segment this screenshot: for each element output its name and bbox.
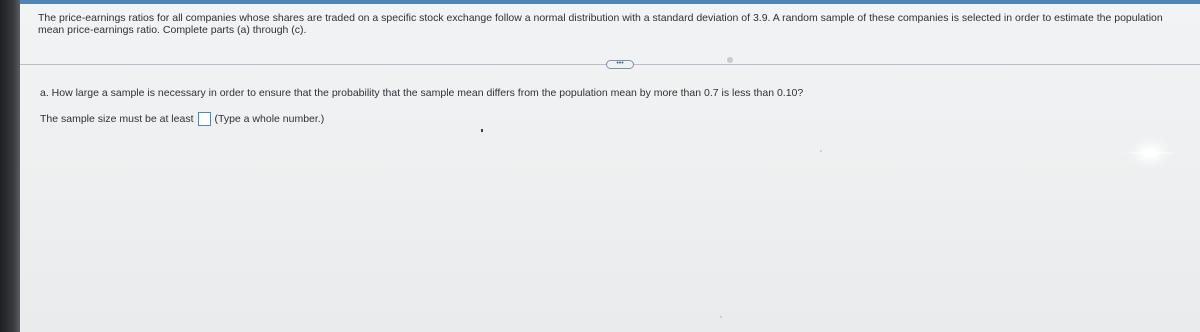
answer-row (40, 112, 324, 126)
screen-bezel (0, 0, 20, 332)
expand-more-button[interactable]: ••• (606, 60, 634, 69)
screen-glare (1120, 136, 1180, 170)
sample-size-input[interactable] (198, 112, 211, 126)
dust-speck (348, 90, 350, 92)
mouse-cursor-mark (481, 129, 483, 132)
answer-hint-label: (Type a whole number.) (214, 113, 325, 125)
answer-prefix-label: The sample size must be at least (40, 113, 194, 125)
dust-speck (820, 150, 822, 152)
part-a-prompt: a. How large a sample is necessary in order to ensure that the probability that the sample mean differs from the population mean by more than 0.7 is less than 0.10? (40, 87, 804, 99)
question-text: The price-earnings ratios for all companies whose shares are traded on a specific stock exchange follow a normal distribution with a standard deviation of 3.9. A random sample of these companies is selected in order to estimate the population mean price-earnings ratio. Complete parts (a) through (c). (38, 12, 1163, 36)
question-panel (20, 4, 1200, 332)
indicator-dot (727, 57, 733, 63)
dust-speck (720, 316, 722, 318)
